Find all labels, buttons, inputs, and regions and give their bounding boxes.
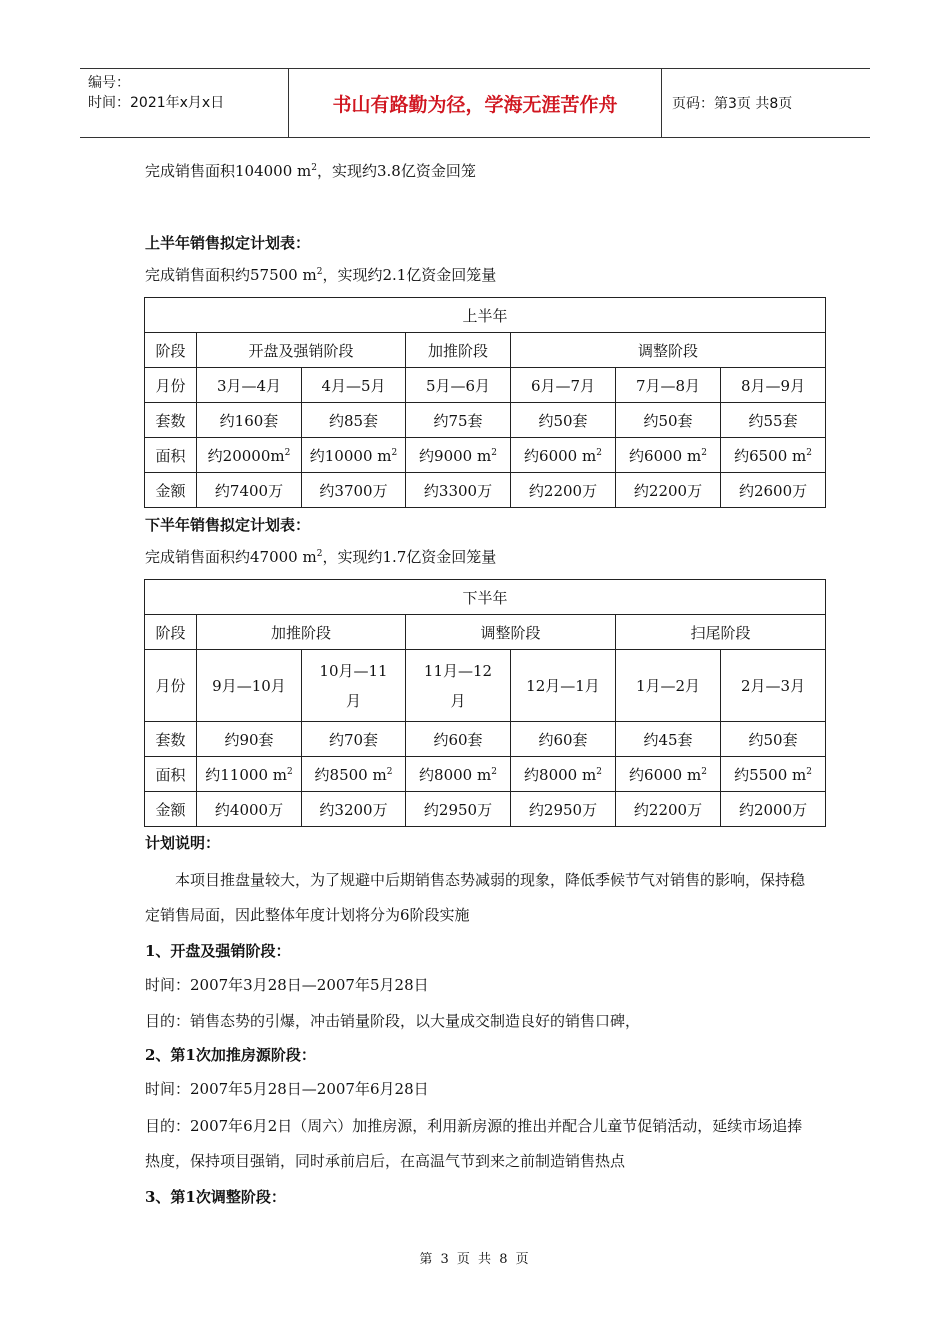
row-label: 阶段: [145, 333, 197, 368]
row-label: 金额: [145, 792, 197, 827]
area-cell: 约10000 $m^2$: [302, 438, 406, 473]
units-cell: 约45套: [616, 722, 721, 757]
amount-cell: 约2200万: [616, 473, 721, 508]
amount-cell: 约2200万: [511, 473, 616, 508]
area-cell: 约6000 $m^2$: [616, 438, 721, 473]
first-half-table: [144, 297, 826, 508]
row-label: 套数: [145, 722, 197, 757]
amount-cell: 约7400万: [197, 473, 302, 508]
stage-cell: 调整阶段: [406, 615, 616, 650]
month-cell: 6月—7月: [511, 368, 616, 403]
stage-cell: 加推阶段: [197, 615, 406, 650]
header-page-info: 页码：第3页 共8页: [672, 96, 793, 112]
amount-cell: 约2600万: [721, 473, 826, 508]
units-cell: 约70套: [302, 722, 406, 757]
month-cell: 4月—5月: [302, 368, 406, 403]
amount-cell: 约2950万: [406, 792, 511, 827]
units-cell: 约50套: [721, 722, 826, 757]
month-cell: 1月—2月: [616, 650, 721, 722]
page-footer: 第 3 页 共 8 页: [419, 1252, 531, 1267]
row-label: 套数: [145, 403, 197, 438]
month-cell: 11月—12月: [406, 650, 511, 722]
units-cell: 约85套: [302, 403, 406, 438]
second-half-table: [144, 579, 826, 827]
amount-cell: 约4000万: [197, 792, 302, 827]
intro-line: 完成销售面积104000 $m^2$，实现约3.8亿资金回笼: [145, 162, 476, 180]
units-cell: 约160套: [197, 403, 302, 438]
amount-cell: 约3300万: [406, 473, 511, 508]
stage-cell: 调整阶段: [511, 333, 826, 368]
row-label: 阶段: [145, 615, 197, 650]
area-cell: 约6000 $m^2$: [616, 757, 721, 792]
units-cell: 约75套: [406, 403, 511, 438]
area-cell: 约$20000m^2$: [197, 438, 302, 473]
units-cell: 约90套: [197, 722, 302, 757]
amount-cell: 约2950万: [511, 792, 616, 827]
amount-cell: 约3200万: [302, 792, 406, 827]
area-cell: 约8500 $m^2$: [302, 757, 406, 792]
page-header: [80, 68, 870, 138]
table-title: 上半年: [145, 298, 826, 333]
units-cell: 约50套: [616, 403, 721, 438]
amount-cell: 约2000万: [721, 792, 826, 827]
header-motto: 书山有路勤为径，学海无涯苦作舟: [289, 69, 662, 137]
stage-cell: 加推阶段: [406, 333, 511, 368]
stage-cell: 开盘及强销阶段: [197, 333, 406, 368]
header-meta: [80, 69, 289, 137]
plan-heading: 计划说明：: [145, 834, 221, 852]
month-cell: 8月—9月: [721, 368, 826, 403]
stage-cell: 扫尾阶段: [616, 615, 826, 650]
row-label: 面积: [145, 438, 197, 473]
plan-paragraph: 本项目推盘量较大，为了规避中后期销售态势减弱的现象，降低季候节气对销售的影响，保持稳定销售局面，因此整体年度计划将分为6阶段实施: [145, 871, 806, 924]
month-cell: 2月—3月: [721, 650, 826, 722]
units-cell: 约60套: [406, 722, 511, 757]
units-cell: 约55套: [721, 403, 826, 438]
area-cell: 约6500 $m^2$: [721, 438, 826, 473]
units-cell: 约50套: [511, 403, 616, 438]
amount-cell: 约3700万: [302, 473, 406, 508]
phase1-title: 1、开盘及强销阶段：: [145, 942, 291, 960]
area-cell: 约9000 $m^2$: [406, 438, 511, 473]
serial-label: 编号：: [88, 75, 130, 91]
phase2-time: 时间：2007年5月28日—2007年6月28日: [145, 1080, 429, 1098]
units-cell: 约60套: [511, 722, 616, 757]
area-cell: 约8000 $m^2$: [511, 757, 616, 792]
amount-cell: 约2200万: [616, 792, 721, 827]
area-cell: 约5500 $m^2$: [721, 757, 826, 792]
row-label: 月份: [145, 650, 197, 722]
first-half-heading: 上半年销售拟定计划表：: [145, 234, 311, 252]
area-cell: 约6000 $m^2$: [511, 438, 616, 473]
area-cell: 约8000 $m^2$: [406, 757, 511, 792]
table-title: 下半年: [145, 580, 826, 615]
month-cell: 9月—10月: [197, 650, 302, 722]
month-cell: 10月—11月: [302, 650, 406, 722]
phase1-goal: 目的：销售态势的引爆，冲击销量阶段，以大量成交制造良好的销售口碑，: [145, 1012, 641, 1030]
second-half-summary: 完成销售面积约47000 $m^2$，实现约1.7亿资金回笼量: [145, 548, 497, 566]
row-label: 金额: [145, 473, 197, 508]
month-cell: 5月—6月: [406, 368, 511, 403]
second-half-heading: 下半年销售拟定计划表：: [145, 516, 311, 534]
month-cell: 12月—1月: [511, 650, 616, 722]
phase3-title: 3、第1次调整阶段：: [145, 1188, 286, 1206]
area-cell: 约11000 $m^2$: [197, 757, 302, 792]
time-label: 时间：2021年x月x日: [88, 95, 225, 111]
phase2-goal: 目的：2007年6月2日（周六）加推房源，利用新房源的推出并配合儿童节促销活动，延续市场追捧热度，保持项目强销，同时承前启后，在高温气节到来之前制造销售热点: [145, 1117, 803, 1170]
row-label: 面积: [145, 757, 197, 792]
row-label: 月份: [145, 368, 197, 403]
phase2-title: 2、第1次加推房源阶段：: [145, 1046, 316, 1064]
phase1-time: 时间：2007年3月28日—2007年5月28日: [145, 976, 429, 994]
first-half-summary: 完成销售面积约57500 $m^2$，实现约2.1亿资金回笼量: [145, 266, 497, 284]
month-cell: 3月—4月: [197, 368, 302, 403]
month-cell: 7月—8月: [616, 368, 721, 403]
